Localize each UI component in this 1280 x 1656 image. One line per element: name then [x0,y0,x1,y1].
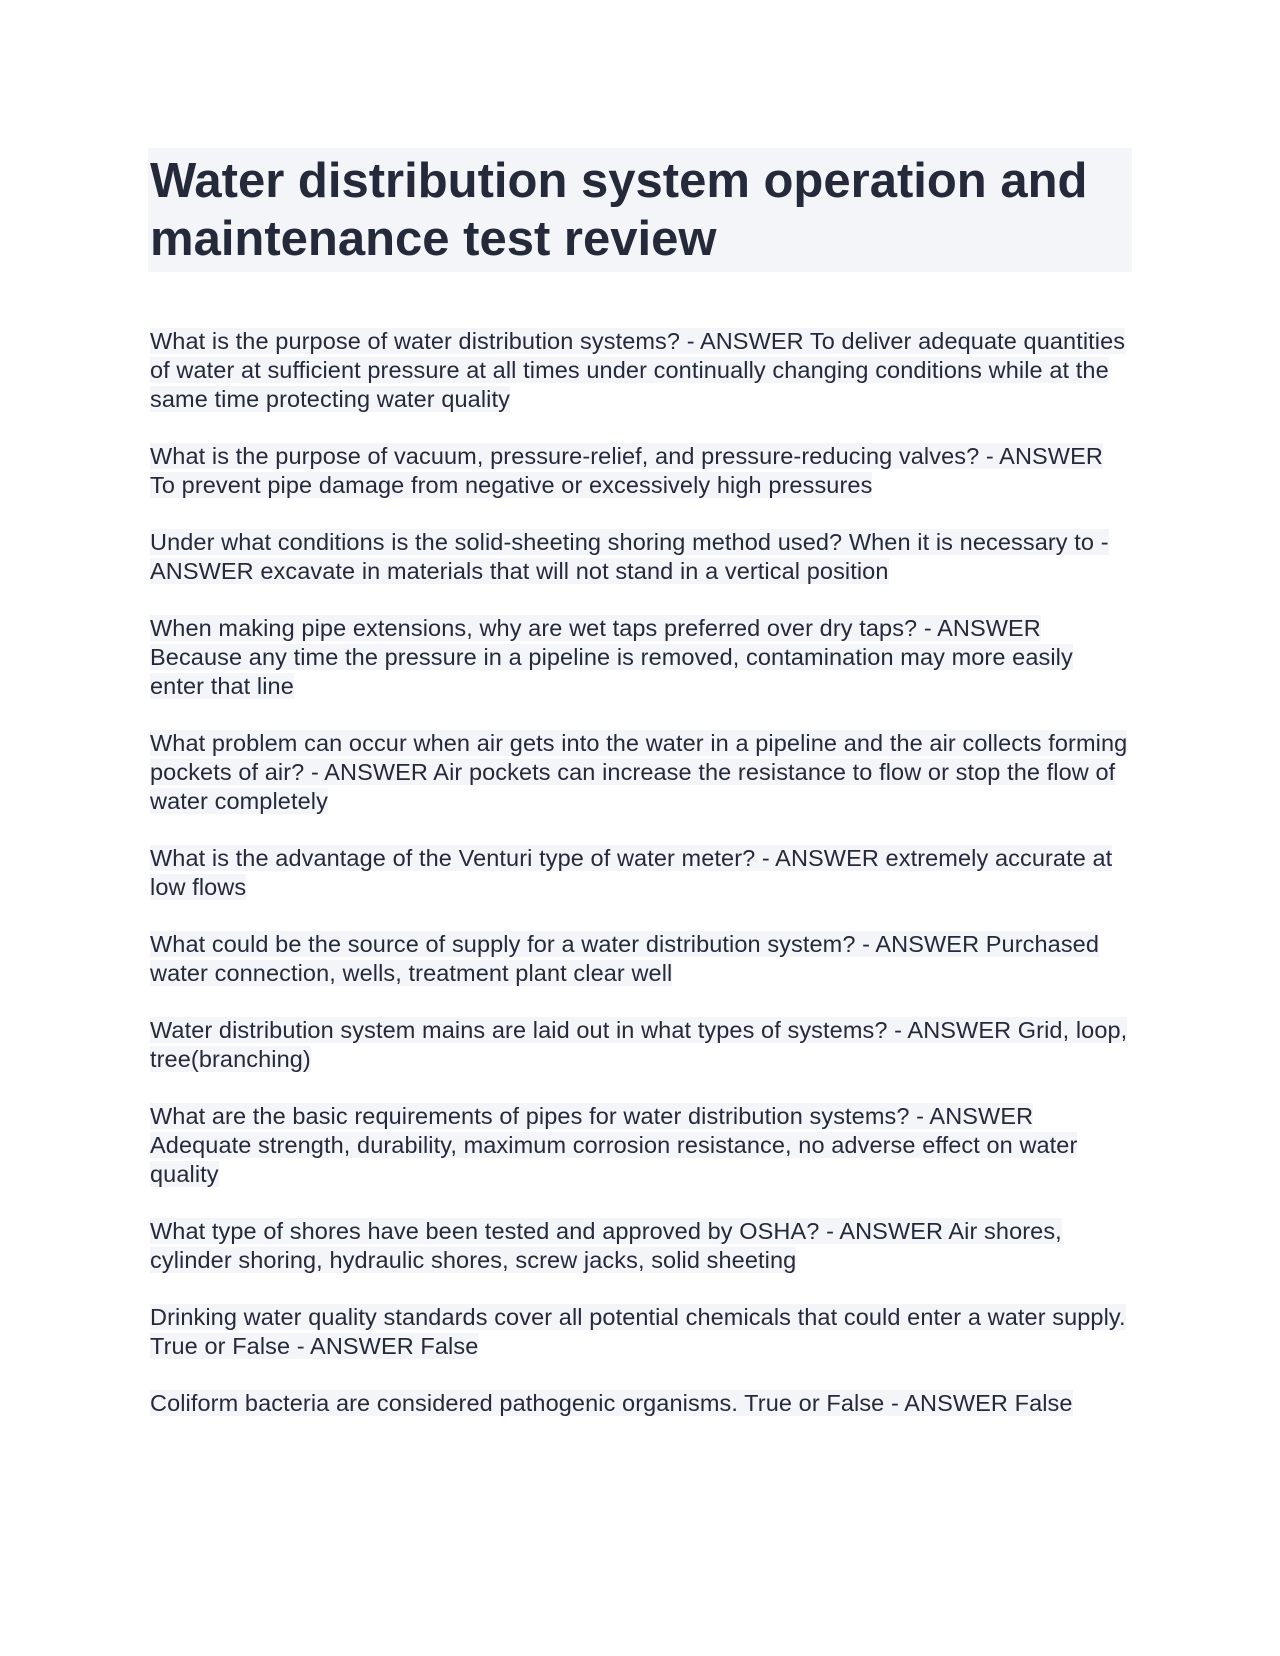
qa-item-text: Water distribution system mains are laid out in what types of systems? - ANSWER Grid, loop, tree(branching) [150,1017,1128,1072]
qa-list [150,327,1130,1418]
qa-item-text: When making pipe extensions, why are wet taps preferred over dry taps? - ANSWER Because any time the pressure in a pipeline is removed, contamination may more easily enter that line [150,615,1073,699]
qa-item [150,844,1130,902]
qa-item [150,528,1130,586]
qa-item [150,1102,1130,1189]
qa-item-text: Coliform bacteria are considered pathogenic organisms. True or False - ANSWER False [150,1390,1073,1416]
qa-item-text: What could be the source of supply for a water distribution system? - ANSWER Purchased water connection, wells, treatment plant clear well [150,931,1100,986]
qa-item [150,327,1130,414]
qa-item-text: Under what conditions is the solid-sheeting shoring method used? When it is necessary to - ANSWER excavate in materials that will not stand in a vertical position [150,529,1109,584]
qa-item [150,442,1130,500]
title-block [148,148,1132,272]
document-page [150,148,1130,1446]
qa-item [150,614,1130,701]
qa-item-text: What type of shores have been tested and approved by OSHA? - ANSWER Air shores, cylinder shoring, hydraulic shores, screw jacks, solid sheeting [150,1218,1062,1273]
qa-item [150,1303,1130,1361]
qa-item [150,930,1130,988]
qa-item [150,1217,1130,1275]
qa-item [150,1389,1130,1418]
qa-item-text: What problem can occur when air gets into the water in a pipeline and the air collects forming pockets of air? - ANSWER Air pockets can increase the resistance to flow or stop the flow of water completely [150,730,1128,814]
document-title: Water distribution system operation and maintenance test review [150,154,1088,266]
qa-item [150,1016,1130,1074]
qa-item-text: What is the purpose of vacuum, pressure-relief, and pressure-reducing valves? - ANSWER To prevent pipe damage from negative or excessively high pressures [150,443,1103,498]
qa-item-text: What are the basic requirements of pipes for water distribution systems? - ANSWER Adequate strength, durability, maximum corrosion resistance, no adverse effect on water quality [150,1103,1078,1187]
qa-item-text: Drinking water quality standards cover all potential chemicals that could enter a water supply. True or False - ANSWER False [150,1304,1126,1359]
qa-item [150,729,1130,816]
qa-item-text: What is the advantage of the Venturi type of water meter? - ANSWER extremely accurate at low flows [150,845,1113,900]
qa-item-text: What is the purpose of water distribution systems? - ANSWER To deliver adequate quantities of water at sufficient pressure at all times under continually changing conditions while at the same time protecting water quality [150,328,1126,412]
